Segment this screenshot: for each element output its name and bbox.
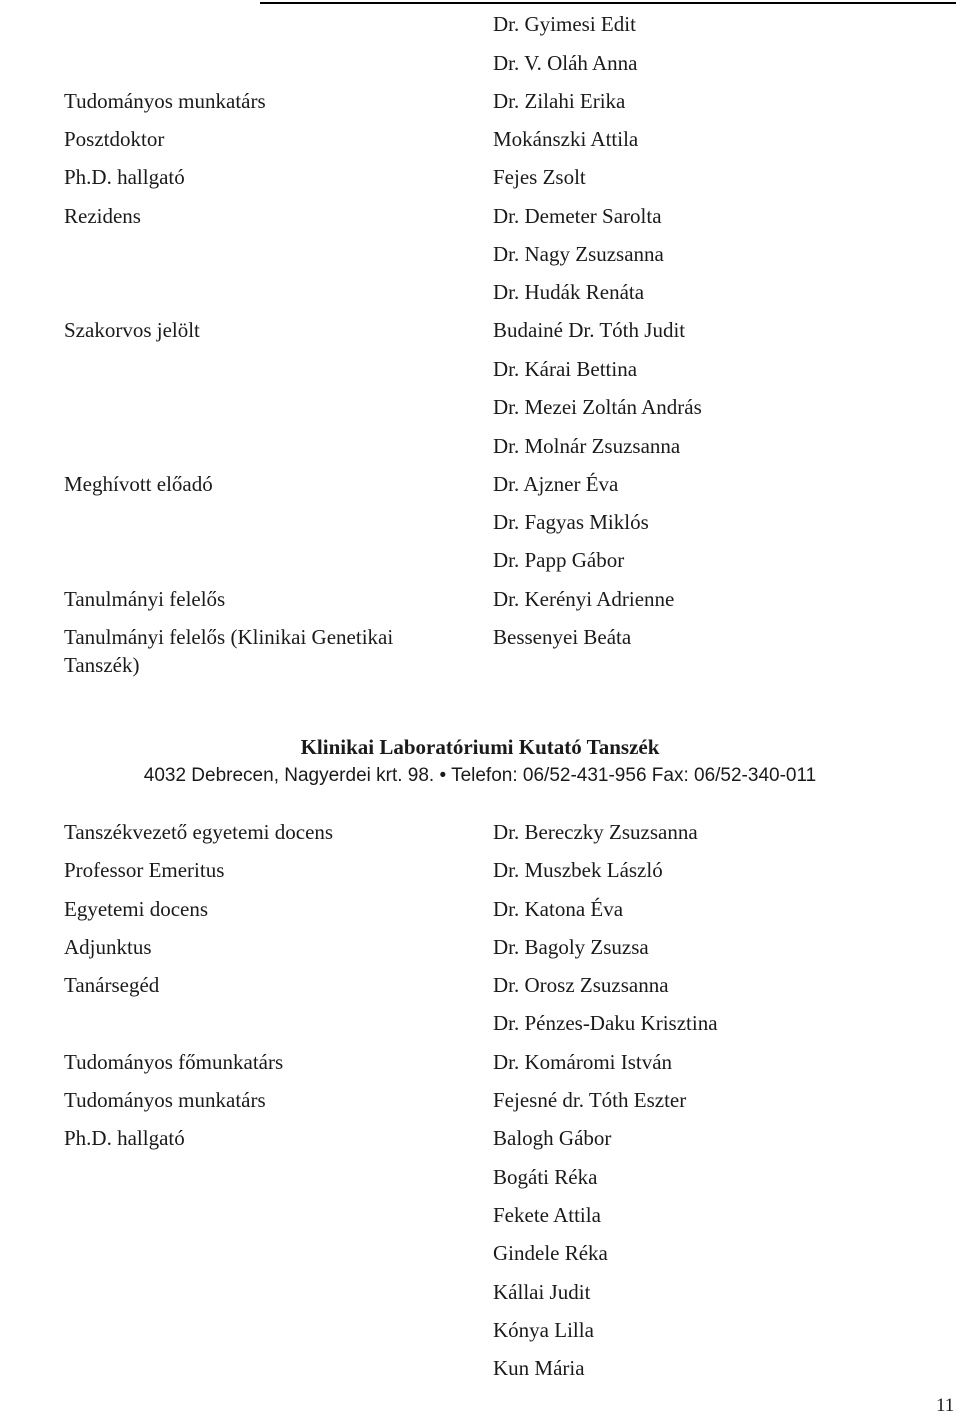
role-label: Tudományos munkatárs xyxy=(64,1088,266,1112)
role-label: Ph.D. hallgató xyxy=(64,1126,185,1150)
person-name: Dr. Bereczky Zsuzsanna xyxy=(493,820,698,844)
person-name: Dr. Hudák Renáta xyxy=(493,280,645,304)
person-name: Budainé Dr. Tóth Judit xyxy=(493,318,686,342)
person-name: Dr. Fagyas Miklós xyxy=(493,510,649,534)
person-name: Dr. Demeter Sarolta xyxy=(493,204,662,228)
person-name: Fejes Zsolt xyxy=(493,165,586,189)
person-name: Dr. Muszbek László xyxy=(493,858,663,882)
person-name: Dr. Orosz Zsuzsanna xyxy=(493,973,669,997)
role-label: Tudományos munkatárs xyxy=(64,89,266,113)
person-name: Fejesné dr. Tóth Eszter xyxy=(493,1088,687,1112)
person-name: Bogáti Réka xyxy=(493,1165,598,1189)
role-label: Tanársegéd xyxy=(64,973,160,997)
role-label: Ph.D. hallgató xyxy=(64,165,185,189)
page-number: 11 xyxy=(936,1395,955,1416)
person-name: Gindele Réka xyxy=(493,1241,608,1265)
top-rule xyxy=(260,2,956,4)
role-label: Tanulmányi felelős (Klinikai Genetikai Tanszék) xyxy=(64,625,394,677)
person-name: Kun Mária xyxy=(493,1356,585,1380)
role-label: Egyetemi docens xyxy=(64,897,209,921)
person-name: Dr. Kárai Bettina xyxy=(493,357,638,381)
role-label: Szakorvos jelölt xyxy=(64,318,200,342)
person-name: Dr. Katona Éva xyxy=(493,897,624,921)
person-name: Kónya Lilla xyxy=(493,1318,594,1342)
role-label: Meghívott előadó xyxy=(64,472,213,496)
person-name: Dr. Bagoly Zsuzsa xyxy=(493,935,649,959)
role-label: Tanulmányi felelős xyxy=(64,587,226,611)
person-name: Dr. Gyimesi Edit xyxy=(493,12,636,36)
person-name: Kállai Judit xyxy=(493,1280,591,1304)
person-name: Mokánszki Attila xyxy=(493,127,639,151)
person-name: Dr. Zilahi Erika xyxy=(493,89,626,113)
person-name: Dr. Nagy Zsuzsanna xyxy=(493,242,664,266)
person-name: Dr. Papp Gábor xyxy=(493,548,625,572)
person-name: Dr. Kerényi Adrienne xyxy=(493,587,675,611)
person-name: Dr. Molnár Zsuzsanna xyxy=(493,434,681,458)
person-name: Dr. Mezei Zoltán András xyxy=(493,395,702,419)
person-name: Balogh Gábor xyxy=(493,1126,612,1150)
person-name: Bessenyei Beáta xyxy=(493,625,632,649)
person-name: Fekete Attila xyxy=(493,1203,601,1227)
role-label: Adjunktus xyxy=(64,935,152,959)
person-name: Dr. Pénzes-Daku Krisztina xyxy=(493,1011,718,1035)
role-label: Tanszékvezető egyetemi docens xyxy=(64,820,334,844)
role-label: Rezidens xyxy=(64,204,141,228)
department-title: Klinikai Laboratóriumi Kutató Tanszék xyxy=(300,735,660,759)
person-name: Dr. Komáromi István xyxy=(493,1050,673,1074)
person-name: Dr. Ajzner Éva xyxy=(493,472,619,496)
department-address: 4032 Debrecen, Nagyerdei krt. 98. • Telefon: 06/52-431-956 Fax: 06/52-340-011 xyxy=(143,765,817,786)
person-name: Dr. V. Oláh Anna xyxy=(493,51,638,75)
role-label: Professor Emeritus xyxy=(64,858,225,882)
role-label: Posztdoktor xyxy=(64,127,165,151)
role-label: Tudományos főmunkatárs xyxy=(64,1050,284,1074)
